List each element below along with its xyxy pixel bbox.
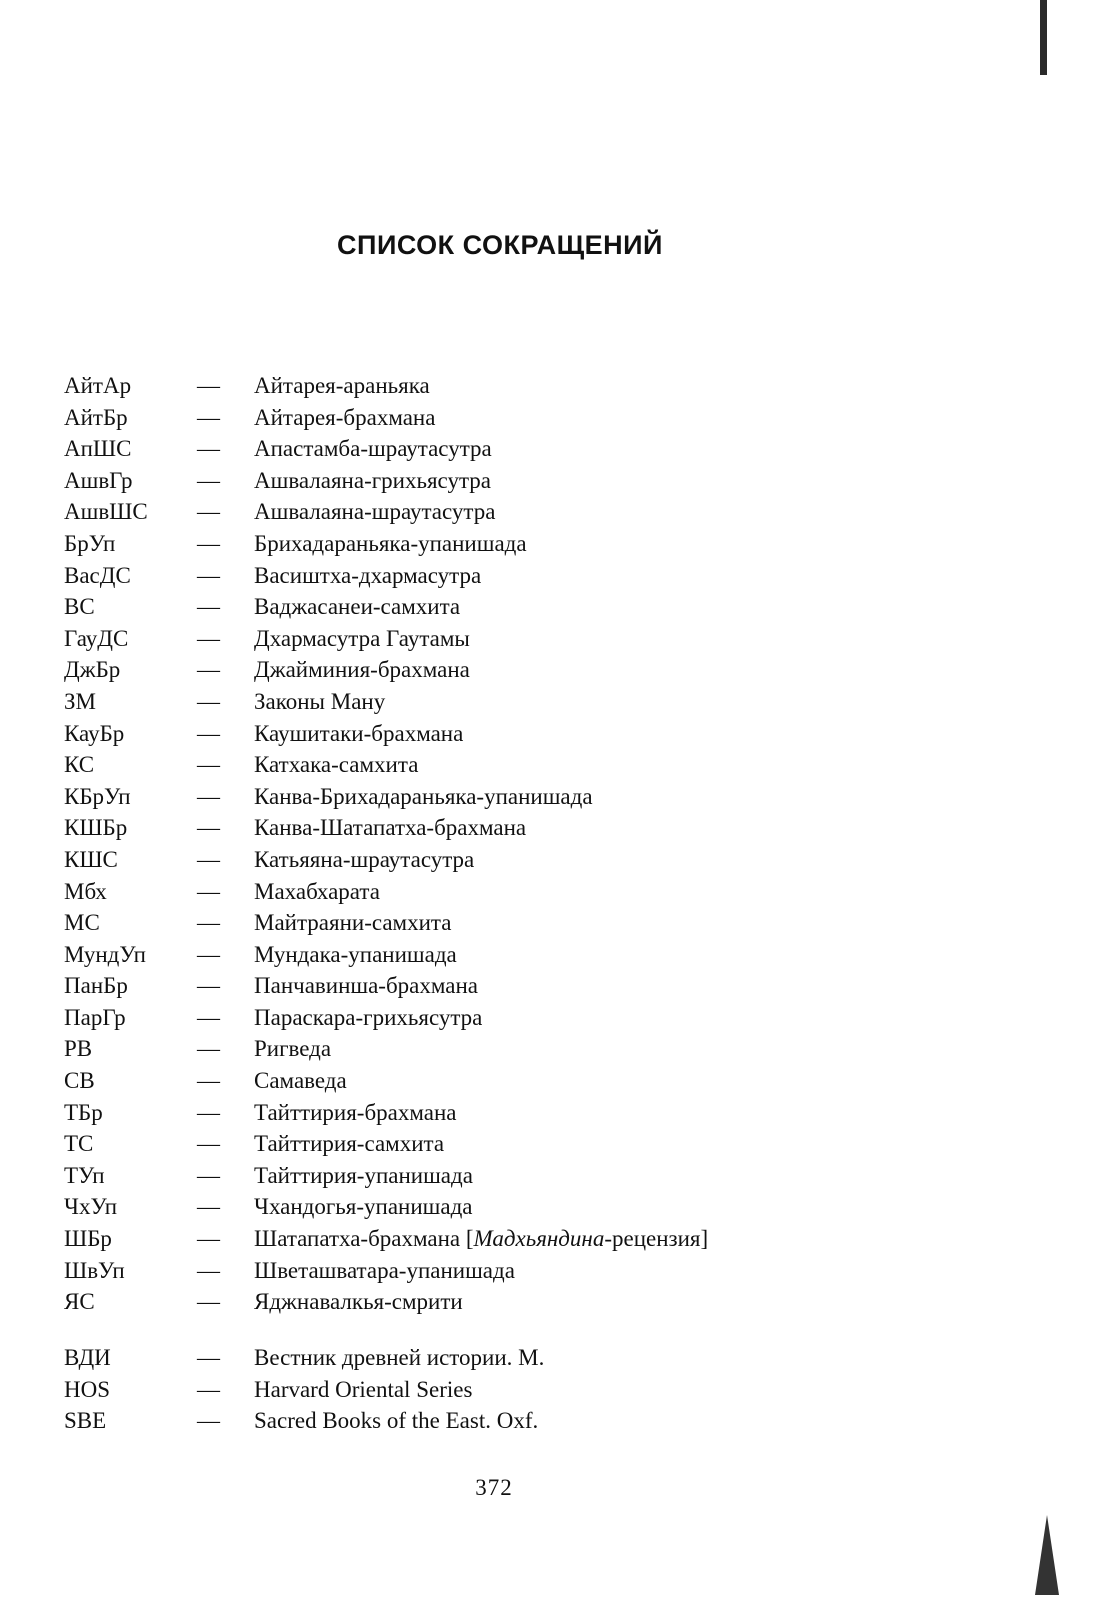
abbreviation: ПанБр [64,973,128,999]
abbreviation: КШБр [64,815,128,841]
scan-edge-mark [1040,0,1047,75]
expansion: Мундака-упанишада [254,941,457,967]
abbreviation: РВ [64,1036,93,1062]
abbreviation: КШС [64,846,118,872]
expansion: Ригведа [254,1036,332,1062]
abbreviation-row [64,1255,864,1287]
abbreviation: ТУп [64,1162,105,1188]
abbreviation-row [64,1097,864,1129]
abbreviation: КС [64,752,95,778]
abbreviation: HOS [64,1376,111,1402]
expansion: Тайттирия-упанишада [254,1162,473,1188]
abbreviation-row [64,812,864,844]
abbreviation-row [64,876,864,908]
abbreviation: МундУп [64,941,146,967]
abbreviation-row [64,528,864,560]
dash: — [197,1099,220,1125]
expansion: Яджнавалкья-смрити [254,1289,463,1315]
abbreviation-row [64,433,864,465]
dash: — [197,1068,220,1094]
expansion: Sacred Books of the East. Oxf. [254,1408,539,1434]
abbreviation: ВДИ [64,1345,111,1370]
abbreviation: КауБр [64,720,125,746]
abbreviation-row [64,844,864,876]
dash: — [197,688,220,714]
abbreviation: Мбх [64,878,107,904]
dash: — [197,657,220,683]
abbreviation: КБрУп [64,783,131,809]
abbreviation: ШвУп [64,1257,125,1283]
expansion-tail: -рецензия] [604,1226,709,1252]
abbreviation-row [64,907,864,939]
abbreviation: ТБр [64,1099,103,1125]
periodicals-list [64,1342,864,1437]
abbreviation-row [64,1191,864,1223]
abbreviation: ВасДС [64,562,131,588]
expansion: Айтарея-араньяка [254,373,430,398]
abbreviation: БрУп [64,530,116,556]
abbreviation-row [64,686,864,718]
periodical-row [64,1374,864,1406]
expansion: Васиштха-дхармасутра [254,562,482,588]
dash: — [197,436,220,462]
expansion: Айтарея-брахмана [254,404,436,430]
expansion: Дхармасутра Гаутамы [254,625,470,651]
expansion: Тайттирия-самхита [254,1131,445,1157]
dash: — [197,499,220,525]
expansion [254,1223,708,1255]
dash: — [197,404,220,430]
dash: — [197,1036,220,1062]
expansion: Махабхарата [254,878,380,904]
dash: — [197,973,220,999]
abbreviation: АйтБр [64,404,128,430]
abbreviation: ТС [64,1131,94,1157]
expansion: Канва-Шатапатха-брахмана [254,815,527,841]
abbreviation: SBE [64,1408,107,1434]
expansion: Ваджасанеи-самхита [254,594,461,620]
abbreviation-row [64,1160,864,1192]
expansion: Harvard Oriental Series [254,1376,473,1402]
abbreviation-row [64,402,864,434]
periodical-row [64,1405,864,1437]
abbreviation: АйтАр [64,373,132,398]
abbreviation-row [64,560,864,592]
abbreviation-row [64,1128,864,1160]
expansion: Апастамба-шраутасутра [254,436,492,462]
abbreviation-row [64,1223,864,1255]
expansion: Катьяяна-шраутасутра [254,846,475,872]
expansion-italic: Мадхьяндина [473,1226,605,1252]
expansion: Панчавинша-брахмана [254,973,478,999]
page-title: СПИСОК СОКРАЩЕНИЙ [337,230,663,260]
periodical-row [64,1342,864,1374]
expansion: Параскара-грихьясутра [254,1004,483,1030]
expansion: Чхандогья-упанишада [254,1194,473,1220]
dash: — [197,467,220,493]
abbreviation-row [64,623,864,655]
abbreviation-row [64,749,864,781]
abbreviation: ЯС [64,1289,95,1315]
abbreviation: ШБр [64,1226,112,1252]
dash: — [197,594,220,620]
dash: — [197,562,220,588]
abbreviation: ПарГр [64,1004,126,1030]
scan-edge-mark [1035,1515,1059,1595]
abbreviation-row [64,591,864,623]
abbreviation-row [64,1033,864,1065]
abbreviation-row [64,970,864,1002]
abbreviation: МС [64,910,100,936]
abbreviation-row [64,1002,864,1034]
abbreviation-row [64,465,864,497]
dash: — [197,1162,220,1188]
dash: — [197,815,220,841]
abbreviation-row [64,1065,864,1097]
dash: — [197,1226,220,1252]
abbreviation-list [64,370,864,1318]
expansion: Шветашватара-упанишада [254,1257,515,1283]
dash: — [197,1376,220,1402]
dash: — [197,846,220,872]
abbreviation: ГауДС [64,625,129,651]
abbreviation-row [64,370,864,402]
abbreviation-row [64,654,864,686]
abbreviation-row [64,496,864,528]
abbreviation: ЧхУп [64,1194,118,1220]
dash: — [197,1289,220,1315]
expansion: Канва-Брихадараньяка-упанишада [254,783,593,809]
abbreviation-row [64,781,864,813]
expansion: Каушитаки-брахмана [254,720,464,746]
dash: — [197,530,220,556]
abbreviation-row [64,1286,864,1318]
dash: — [197,783,220,809]
dash: — [197,1408,220,1434]
dash: — [197,373,220,398]
expansion: Самаведа [254,1068,347,1094]
expansion: Вестник древней истории. М. [254,1345,545,1370]
abbreviation: СВ [64,1068,95,1094]
expansion-text: Шатапатха-брахмана [ [254,1226,474,1252]
abbreviation: АшвГр [64,467,133,493]
expansion: Джайминия-брахмана [254,657,470,683]
abbreviation-row [64,939,864,971]
dash: — [197,1345,220,1370]
dash: — [197,752,220,778]
abbreviation: ЗМ [64,688,96,714]
expansion: Ашвалаяна-грихьясутра [254,467,491,493]
expansion: Ашвалаяна-шраутасутра [254,499,496,525]
dash: — [197,1257,220,1283]
abbreviation: ВС [64,594,95,620]
dash: — [197,720,220,746]
expansion: Брихадараньяка-упанишада [254,530,527,556]
expansion: Катхака-самхита [254,752,419,778]
expansion: Тайттирия-брахмана [254,1099,457,1125]
dash: — [197,1131,220,1157]
dash: — [197,1194,220,1220]
dash: — [197,625,220,651]
dash: — [197,910,220,936]
abbreviation: АпШС [64,436,132,462]
abbreviation-row [64,718,864,750]
expansion: Майтраяни-самхита [254,910,452,936]
dash: — [197,878,220,904]
expansion: Законы Ману [254,688,386,714]
page-number: 372 [475,1475,513,1500]
dash: — [197,941,220,967]
abbreviation: ДжБр [64,657,121,683]
dash: — [197,1004,220,1030]
abbreviation: АшвШС [64,499,148,525]
